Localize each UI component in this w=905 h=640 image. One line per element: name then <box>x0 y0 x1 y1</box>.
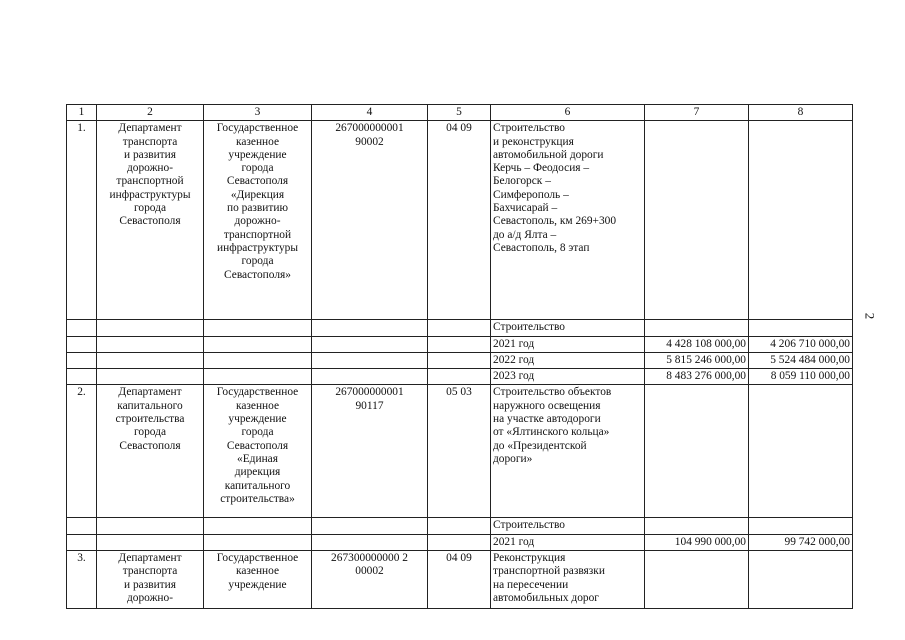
value-cell <box>749 385 853 518</box>
table-row <box>67 385 853 518</box>
value-cell <box>645 385 749 518</box>
amount-cell: 4 428 108 000,00 <box>645 336 749 352</box>
section-cell: 04 09 <box>428 121 491 320</box>
table-row <box>67 534 853 550</box>
row-number: 1. <box>67 121 97 320</box>
year-cell: 2021 год <box>491 534 645 550</box>
table-row <box>67 551 853 609</box>
organization-cell: Государственное казенное учреждение <box>204 551 312 609</box>
object-cell: Реконструкция транспортной развязки на пересечении автомобильных дорог <box>491 551 645 609</box>
amount-cell: 4 206 710 000,00 <box>749 336 853 352</box>
header-cell: 7 <box>645 105 749 121</box>
department-cell: Департамент капитального строительства города Севастополя <box>97 385 204 518</box>
table-row <box>67 518 853 534</box>
year-cell: 2021 год <box>491 336 645 352</box>
organization-cell: Государственное казенное учреждение города Севастополя «Единая дирекция капитального строительства» <box>204 385 312 518</box>
page-number: 2 <box>862 312 878 320</box>
header-cell: 6 <box>491 105 645 121</box>
department-cell: Департамент транспорта и развития дорожно- транспортной инфраструктуры города Севастополя <box>97 121 204 320</box>
value-cell <box>749 551 853 609</box>
header-cell: 3 <box>204 105 312 121</box>
value-cell <box>645 551 749 609</box>
amount-cell: 5 815 246 000,00 <box>645 352 749 368</box>
amount-cell: 5 524 484 000,00 <box>749 352 853 368</box>
year-cell: 2023 год <box>491 369 645 385</box>
header-cell: 8 <box>749 105 853 121</box>
amount-cell: 99 742 000,00 <box>749 534 853 550</box>
section-cell: 04 09 <box>428 551 491 609</box>
object-cell: Строительство и реконструкция автомобильной дороги Керчь – Феодосия – Белогорск – Симферополь – Бахчисарай – Севастополь, км 269+300 до а/д Ялта – Севастополь, 8 этап <box>491 121 645 320</box>
header-cell: 1 <box>67 105 97 121</box>
code-cell: 267000000001 90002 <box>312 121 428 320</box>
table-row <box>67 369 853 385</box>
construction-type: Строительство <box>491 320 645 336</box>
row-number: 3. <box>67 551 97 609</box>
object-cell: Строительство объектов наружного освещения на участке автодороги от «Ялтинского кольца» до «Президентской дороги» <box>491 385 645 518</box>
organization-cell: Государственное казенное учреждение города Севастополя «Дирекция по развитию дорожно- транспортной инфраструктуры города Севастополя» <box>204 121 312 320</box>
amount-cell: 8 483 276 000,00 <box>645 369 749 385</box>
value-cell <box>645 121 749 320</box>
section-cell: 05 03 <box>428 385 491 518</box>
construction-type: Строительство <box>491 518 645 534</box>
amount-cell: 8 059 110 000,00 <box>749 369 853 385</box>
department-cell: Департамент транспорта и развития дорожно- <box>97 551 204 609</box>
value-cell <box>749 121 853 320</box>
table-row <box>67 121 853 320</box>
code-cell: 267300000000 2 00002 <box>312 551 428 609</box>
header-cell: 5 <box>428 105 491 121</box>
amount-cell: 104 990 000,00 <box>645 534 749 550</box>
header-cell: 4 <box>312 105 428 121</box>
year-cell: 2022 год <box>491 352 645 368</box>
table-row <box>67 352 853 368</box>
table-row <box>67 336 853 352</box>
code-cell: 267000000001 90117 <box>312 385 428 518</box>
row-number: 2. <box>67 385 97 518</box>
budget-table <box>66 104 853 609</box>
header-row <box>67 105 853 121</box>
table-row <box>67 320 853 336</box>
header-cell: 2 <box>97 105 204 121</box>
